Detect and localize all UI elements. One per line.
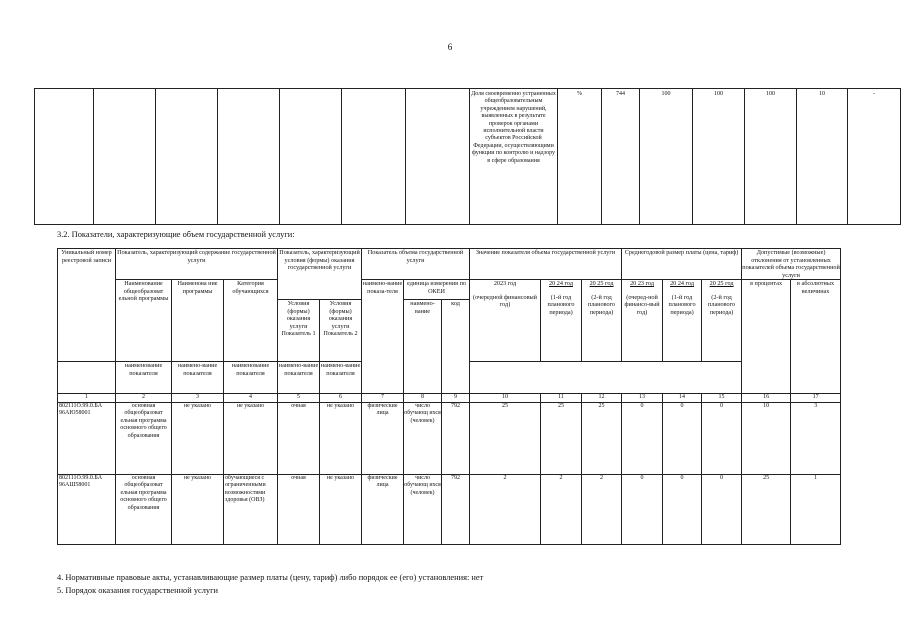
col-number: 3 [172, 394, 224, 403]
header-2024-year: 20 24 год [549, 280, 573, 287]
col-number: 16 [742, 394, 791, 403]
header-unit-name: наимено-вание [404, 300, 442, 394]
header-fee-2024-year: 20 24 год [670, 280, 694, 287]
header-program-name: Наименование общеобразоват ельной программы [116, 280, 172, 362]
deviation-absolute: 3 [791, 403, 841, 475]
col-number: 9 [442, 394, 470, 403]
header-unit-okei: единица измерения по ОКЕИ [404, 280, 470, 300]
header-name-indicator-3: наимено-вание показателя [172, 362, 224, 394]
table-row [35, 89, 901, 225]
deviation-absolute: - [848, 89, 901, 225]
header-student-category: Категория обучающихся [224, 280, 278, 362]
header-2024-desc: (1-й год планового периода) [547, 293, 575, 316]
unit-name: число обучающ ихся (человек) [404, 403, 442, 475]
value-2025: 2 [582, 475, 622, 545]
header-2023-desc: (очередной финансовый год) [473, 293, 537, 308]
col-number: 8 [404, 394, 442, 403]
header-2023-year: 2023 год [493, 280, 517, 287]
fee-2025: 0 [702, 475, 742, 545]
header-fee-2024-desc: (1-й год планового периода) [668, 293, 696, 316]
header-2025 [582, 280, 622, 362]
header-condition-2: Условия (формы) оказания услуги Показатель 2 [320, 300, 362, 362]
header-volume-value: Значение показателя объема государственной услуги [470, 249, 622, 280]
header-2025-year: 20 25 год [589, 280, 614, 287]
col-number: 12 [582, 394, 622, 403]
value-2025: 100 [745, 89, 797, 225]
header-fee-2025-desc: (2-й год планового периода) [708, 293, 736, 316]
value-2024: 2 [541, 475, 582, 545]
fee-2025: 0 [702, 403, 742, 475]
quality-indicators-table-continuation [34, 88, 901, 225]
header-conditions-indicator: Показатель, характеризующий условия (формы) оказания государственной услуги [278, 249, 362, 300]
header-indicator-name: наимено-вание показа-теля [362, 280, 404, 394]
header-name-indicator-5: наимено-вание показателя [278, 362, 320, 394]
student-category: обучающиеся с ограниченными возможностями здоровья (ОВЗ) [224, 475, 278, 545]
header-name-indicator-4: наименование показателя [224, 362, 278, 394]
col-number: 10 [470, 394, 541, 403]
fee-2024: 0 [663, 475, 702, 545]
unit-code: 792 [442, 403, 470, 475]
program-name: основная общеобразоват ельная программа основного общего образования [116, 475, 172, 545]
header-2025-desc: (2-й год планового периода) [588, 293, 616, 316]
header-fee-2025 [702, 280, 742, 362]
col-number: 1 [58, 394, 116, 403]
fee-2024: 0 [663, 403, 702, 475]
value-2024: 100 [693, 89, 745, 225]
header-2024 [541, 280, 582, 362]
value-2025: 25 [582, 403, 622, 475]
header-average-fee: Среднегодовой размер платы (цена, тариф) [622, 249, 742, 280]
value-2024: 25 [541, 403, 582, 475]
form-condition-1: очная [278, 475, 320, 545]
header-2023 [470, 280, 541, 362]
header-fee-2023 [622, 280, 663, 362]
note-service-procedure: 5. Порядок оказания государственной услуги [57, 586, 219, 595]
section-title: 3.2. Показатели, характеризующие объем государственной услуги: [57, 230, 295, 239]
value-2023: 100 [640, 89, 693, 225]
okei-cell: 744 [602, 89, 640, 225]
program: не указано [172, 403, 224, 475]
program: не указано [172, 475, 224, 545]
col-number: 6 [320, 394, 362, 403]
deviation-absolute: 1 [791, 475, 841, 545]
student-category: не указано [224, 403, 278, 475]
col-number: 7 [362, 394, 404, 403]
page-number: 6 [447, 42, 453, 52]
registry-code: 802111О.99.0.БА 96АЮ58001 [58, 403, 116, 475]
fee-2023: 0 [622, 403, 663, 475]
header-volume-indicator: Показатель объема государственной услуги [362, 249, 470, 280]
header-deviation-percent: в процентах [742, 280, 791, 394]
header-fee-2023-year: 20 23 год [630, 280, 654, 287]
header-allowed-deviations: Допустимые (возможные) отклонения от установленных показателей объема государственной услуги [742, 249, 840, 279]
table-header-row [58, 280, 841, 300]
volume-indicator: физические лица [362, 403, 404, 475]
header-fee-2023-desc: (очеред-ной финансо-вый год) [624, 293, 660, 316]
header-content-indicator: Показатель, характеризующий содержание государственной услуги [116, 249, 278, 280]
form-condition-2: не указано [320, 403, 362, 475]
indicator-name: Доля своевременно устраненных общеобразовательным учреждением нарушений, выявленных в результате проверок органами исполнительной власти субъектов Российской Федерации, осуществляющими функции по контролю и надзору в сфере образования [470, 89, 558, 225]
col-number: 14 [663, 394, 702, 403]
header-deviation-absolute: в абсолютных величинах [791, 280, 841, 394]
unit-cell: % [558, 89, 602, 225]
header-name-indicator-2: наименование показателя [116, 362, 172, 394]
col-number: 2 [116, 394, 172, 403]
value-2023: 2 [470, 475, 541, 545]
header-condition-1: Условия (формы) оказания услуги Показатель 1 [278, 300, 320, 362]
header-registry-number: Уникальный номер реестровой записи [58, 249, 116, 362]
deviation-percent: 10 [797, 89, 848, 225]
col-number: 13 [622, 394, 663, 403]
col-number: 17 [791, 394, 841, 403]
deviation-percent: 10 [742, 403, 791, 475]
col-number: 11 [541, 394, 582, 403]
header-unit-code: код [442, 300, 470, 394]
deviation-percent: 25 [742, 475, 791, 545]
table-row [58, 403, 841, 475]
fee-2023: 0 [622, 475, 663, 545]
form-condition-1: очная [278, 403, 320, 475]
table-header-row [58, 249, 841, 280]
unit-code: 792 [442, 475, 470, 545]
volume-indicator: физические лица [362, 475, 404, 545]
header-program: Наименова ние программы [172, 280, 224, 362]
value-2023: 25 [470, 403, 541, 475]
col-number: 15 [702, 394, 742, 403]
unit-name: число обучающ ихся (человек) [404, 475, 442, 545]
registry-code: 802111О.99.0.БА 96АШ58001 [58, 475, 116, 545]
header-fee-2025-year: 20 25 год [709, 280, 734, 287]
form-condition-2: не указано [320, 475, 362, 545]
col-number: 5 [278, 394, 320, 403]
column-numbers-row [58, 394, 841, 403]
note-legal-acts: 4. Нормативные правовые акты, устанавливающие размер платы (цену, тариф) либо порядок ее (его) установления: нет [57, 573, 484, 582]
header-fee-2024 [663, 280, 702, 362]
header-name-indicator-6: наимено-вание показателя [320, 362, 362, 394]
volume-indicators-table [57, 248, 841, 545]
table-row [58, 475, 841, 545]
col-number: 4 [224, 394, 278, 403]
program-name: основная общеобразоват ельная программа основного общего образования [116, 403, 172, 475]
